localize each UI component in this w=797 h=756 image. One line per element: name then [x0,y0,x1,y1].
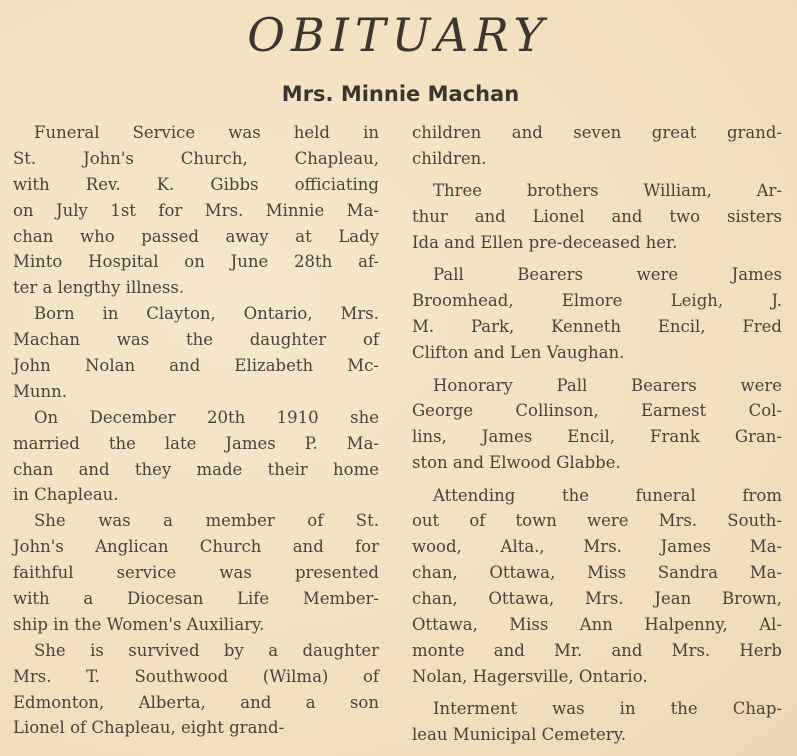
paragraph [13,508,379,637]
text-line: with Rev. K. Gibbs officiating [13,174,379,194]
text-line: Broomhead, Elmore Leigh, J. [412,291,782,311]
paragraph [412,262,782,366]
text-line: She was a member of St. [34,511,379,531]
text-line: ston and Elwood Glabbe. [412,453,621,473]
paragraph [13,120,379,301]
paragraph [412,483,782,690]
page-title: OBITUARY [247,8,550,62]
text-line: John's Anglican Church and for [13,537,379,557]
text-line: married the late James P. Ma- [13,433,379,453]
text-line: Pall Bearers were James [433,265,782,285]
text-line: On December 20th 1910 she [34,407,379,427]
text-line: John Nolan and Elizabeth Mc- [13,356,379,376]
text-line: on July 1st for Mrs. Minnie Ma- [13,200,379,220]
text-line: faithful service was presented [13,563,379,583]
text-line: chan, Ottawa, Mrs. Jean Brown, [412,589,782,609]
text-line: Ottawa, Miss Ann Halpenny, Al- [412,615,782,635]
text-line: ter a lengthy illness. [13,278,185,298]
deceased-name-heading: Mrs. Minnie Machan [281,82,520,106]
text-line: monte and Mr. and Mrs. Herb [412,640,782,660]
text-line: Munn. [13,381,68,401]
text-line: out of town were Mrs. South- [412,511,782,531]
text-line: Nolan, Hagersville, Ontario. [412,666,648,686]
text-line: lins, James Encil, Frank Gran- [412,427,782,447]
text-line: with a Diocesan Life Member- [13,589,379,609]
paragraph [13,301,379,405]
text-line: Attending the funeral from [433,485,782,505]
text-line: in Chapleau. [13,485,119,505]
text-line: Lionel of Chapleau, eight grand- [13,718,285,738]
text-line: Machan was the daughter of [13,330,379,350]
text-line: wood, Alta., Mrs. James Ma- [412,537,782,557]
article-column-2 [412,120,782,754]
paragraph [13,405,379,509]
text-line: chan, Ottawa, Miss Sandra Ma- [412,563,782,583]
text-line: Born in Clayton, Ontario, Mrs. [34,304,379,324]
text-line: Funeral Service was held in [34,123,379,142]
text-line: Clifton and Len Vaughan. [412,343,625,363]
paragraph [13,638,379,742]
text-line: chan and they made their home [13,459,379,479]
paragraph [412,120,782,172]
text-line: George Collinson, Earnest Col- [412,401,782,421]
text-line: She is survived by a daughter [34,640,379,660]
text-line: ship in the Women's Auxiliary. [13,614,265,634]
text-line: children. [412,148,487,168]
text-line: thur and Lionel and two sisters [412,207,782,227]
text-line: Edmonton, Alberta, and a son [13,692,379,712]
text-line: Ida and Ellen pre-deceased her. [412,233,678,253]
text-line: St. John's Church, Chapleau, [13,148,379,168]
text-line: Minto Hospital on June 28th af- [13,252,379,272]
text-line: Three brothers William, Ar- [433,181,782,201]
paragraph [412,178,782,256]
text-line: children and seven great grand- [412,123,782,142]
text-line: Honorary Pall Bearers were [433,375,782,395]
text-line: leau Municipal Cemetery. [412,725,627,745]
paragraph [412,373,782,477]
article-column-1 [13,120,379,741]
paragraph [412,696,782,748]
text-line: M. Park, Kenneth Encil, Fred [412,317,782,337]
text-line: Mrs. T. Southwood (Wilma) of [13,666,379,686]
text-line: chan who passed away at Lady [13,226,379,246]
text-line: Interment was in the Chap- [433,699,782,719]
